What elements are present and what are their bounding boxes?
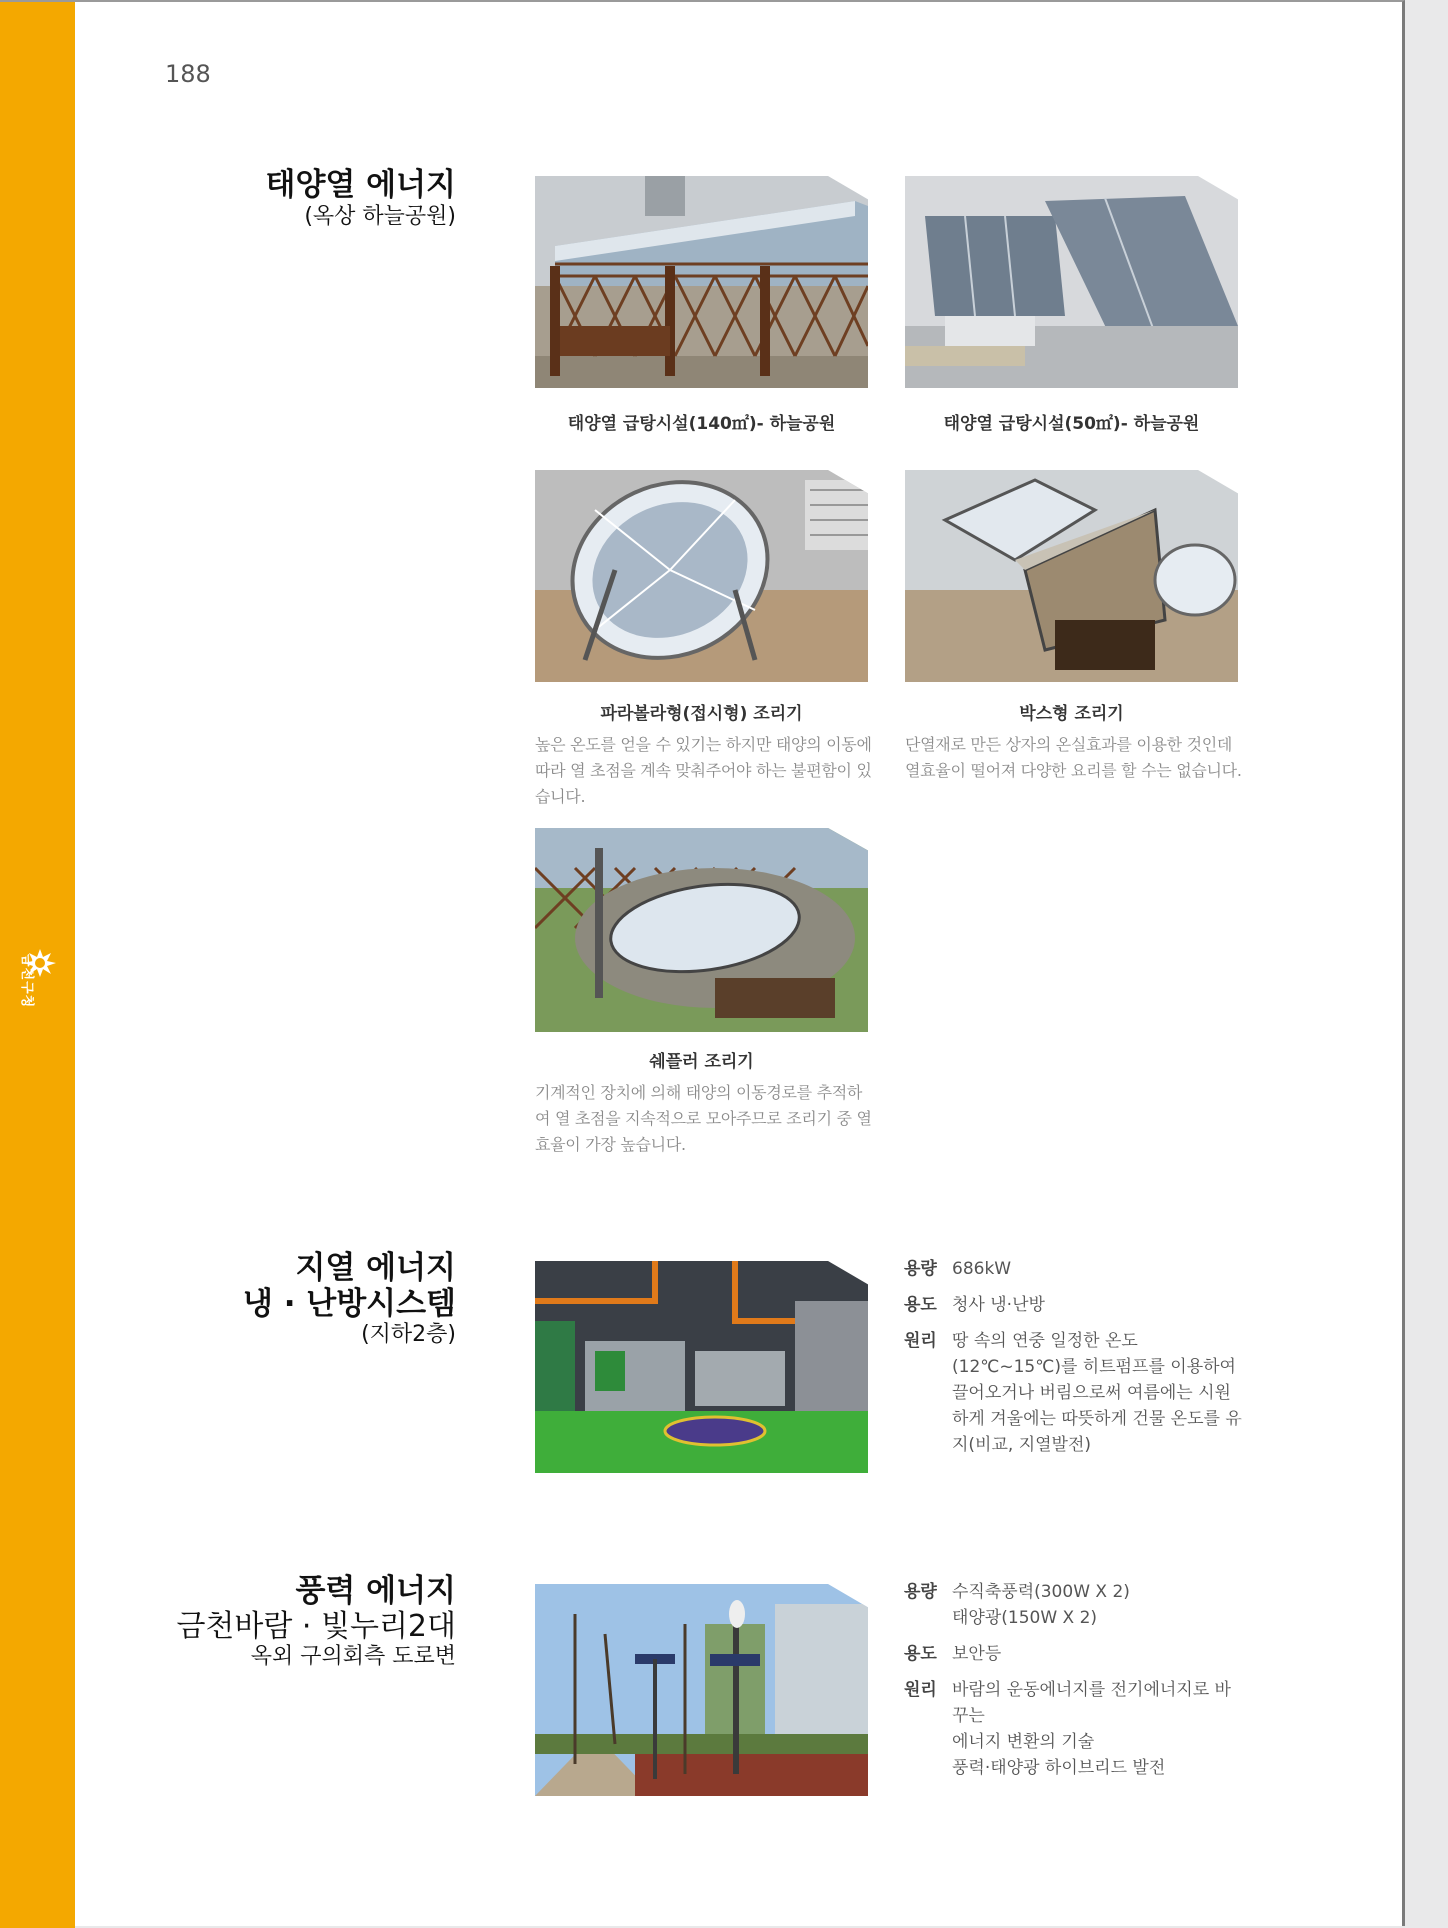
spec-value: 보안등	[952, 1644, 1002, 1664]
solar-item-5-caption: 쉐플러 조리기	[649, 1052, 754, 1072]
solar-item-4-caption: 박스형 조리기	[1019, 704, 1124, 724]
solar-title: 태양열 에너지	[265, 167, 456, 203]
wind-title: 풍력 에너지	[295, 1573, 456, 1609]
wind-line3: 옥외 구의회측 도로변	[250, 1644, 456, 1670]
spec-key: 원리	[904, 1331, 937, 1351]
parabolic-cooker-photo	[535, 470, 868, 682]
solar-item-3-caption: 파라볼라형(접시형) 조리기	[600, 704, 803, 724]
page-number: 188	[165, 60, 211, 88]
spec-key: 원리	[904, 1680, 937, 1700]
brand-logo-text: 금천구청	[19, 954, 34, 1009]
wind-specs	[904, 1579, 1244, 1791]
spec-key: 용도	[904, 1644, 937, 1664]
solar-item-1-caption: 태양열 급탕시설(140㎡)- 하늘공원	[567, 414, 836, 434]
scheffler-cooker-photo	[535, 828, 868, 1032]
geothermal-title-line1: 지열 에너지	[295, 1250, 456, 1286]
spec-value: 땅 속의 연중 일정한 온도(12℃~15℃)를 히트펌프를 이용하여 끌어오거나 버림으로써 여름에는 시원하게 겨울에는 따뜻하게 건물 온도를 유지(비교, 지열발전)	[952, 1331, 1242, 1455]
wind-line2: 금천바람 · 빛누리2대	[176, 1608, 456, 1644]
spec-row	[904, 1256, 1244, 1282]
geothermal-title-line2: 냉 · 난방시스템	[242, 1285, 456, 1322]
spec-row	[904, 1328, 1244, 1458]
spec-row	[904, 1292, 1244, 1318]
spec-row	[904, 1677, 1244, 1781]
solar-item-4-description: 단열재로 만든 상자의 온실효과를 이용한 것인데 열효율이 떨어져 다양한 요리를 할 수는 없습니다.	[905, 735, 1242, 780]
spec-value: 686kW	[952, 1259, 1012, 1279]
solar-item-5-description: 기계적인 장치에 의해 태양의 이동경로를 추적하여 열 초점을 지속적으로 모아주므로 조리기 중 열효율이 가장 높습니다.	[535, 1083, 872, 1154]
solar-collector-50-photo	[905, 176, 1238, 388]
spec-value: 바람의 운동에너지를 전기에너지로 바꾸는 에너지 변환의 기술 풍력·태양광 하이브리드 발전	[952, 1680, 1231, 1778]
geothermal-specs	[904, 1256, 1244, 1468]
solar-item-2-caption: 태양열 급탕시설(50㎡)- 하늘공원	[943, 414, 1200, 434]
spec-key: 용량	[904, 1582, 937, 1602]
solar-item-3-description: 높은 온도를 얻을 수 있기는 하지만 태양의 이동에 따라 열 초점을 계속 맞춰주어야 하는 불편함이 있습니다.	[535, 735, 872, 806]
geothermal-subtitle: (지하2층)	[361, 1322, 456, 1348]
wind-streetlight-photo	[535, 1584, 868, 1796]
spec-key: 용량	[904, 1259, 937, 1279]
solar-subtitle: (옥상 하늘공원)	[304, 203, 456, 229]
geothermal-section-title	[243, 1251, 456, 1348]
geothermal-system-photo	[535, 1261, 868, 1473]
spec-key: 용도	[904, 1295, 937, 1315]
spec-value: 청사 냉·난방	[952, 1295, 1045, 1315]
spec-row	[904, 1579, 1244, 1631]
solar-collector-140-photo	[535, 176, 868, 388]
box-cooker-photo	[905, 470, 1238, 682]
spec-value: 수직축풍력(300W X 2) 태양광(150W X 2)	[952, 1582, 1130, 1628]
wind-section-title	[176, 1574, 456, 1669]
solar-section-title	[266, 168, 456, 229]
spec-row	[904, 1641, 1244, 1667]
